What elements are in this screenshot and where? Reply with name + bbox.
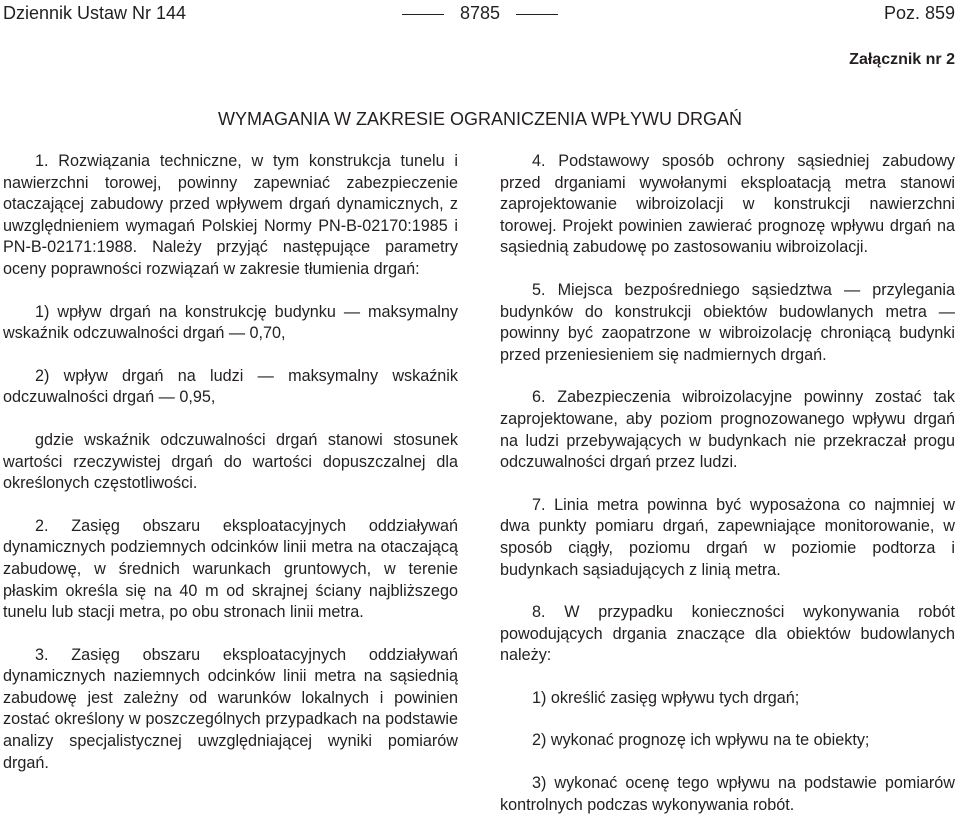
paragraph-6: 6. Zabezpieczenia wibroizolacyjne powinny zostać tak zaprojektowane, aby poziom prognozowanego wpływu drgań na ludzi przebywających w budynkach nie przekraczał progu odczuwalności drgań przez ludzi. — [500, 388, 955, 472]
paragraph-7: 7. Linia metra powinna być wyposażona co najmniej w dwa punkty pomiaru drgań, zapewniające monitorowanie, w sposób ciągły, poziomu drgań w poziomie podtorza i budynkach sąsiadujących z linią metra. — [500, 495, 955, 579]
dash-right — [516, 14, 558, 15]
paragraph-4: 4. Podstawowy sposób ochrony sąsiedniej zabudowy przed drganiami wywołanymi eksploatacją metra stanowi zaprojektowanie wibroizolacji w konstrukcji nawierzchni torowej. Projekt powinien zawierać prognozę wpływu drgań na sąsiednią zabudowę po zastosowaniu wibroizolacji. — [500, 152, 955, 257]
journal-name: Dziennik Ustaw Nr 144 — [3, 3, 187, 23]
page-title: WYMAGANIA W ZAKRESIE OGRANICZENIA WPŁYWU DRGAŃ — [217, 109, 743, 129]
dash-left — [402, 14, 444, 15]
paragraph-1: 1. Rozwiązania techniczne, w tym konstrukcja tunelu i nawierzchni torowej, powinny zapewniać zabezpieczenie otaczającej zabudowy przed wpływem drgań dynamicznych, z uwzględnieniem wymagań Polskiej Normy PN-B-02170:1985 i PN-B-02171:1988. Należy przyjąć następujące parametry oceny poprawności rozwiązań w zakresie tłumienia drgań: — [3, 152, 458, 278]
annex-label: Załącznik nr 2 — [849, 51, 955, 68]
page-number-text: 8785 — [459, 3, 501, 23]
position-number: Poz. 859 — [883, 3, 955, 23]
paragraph-2: 2. Zasięg obszaru eksploatacyjnych oddziaływań dynamicznych podziemnych odcinków linii metra na otaczającą zabudowę, w średnich warunkach gruntowych, w terenie płaskim określa się na 40 m od skrajnej ściany najbliższego tunelu lub stacji metra, po obu stronach linii metra. — [3, 516, 458, 622]
list-item-8-1: 1) określić zasięg wpływu tych drgań; — [532, 688, 800, 707]
paragraph-1-end: gdzie wskaźnik odczuwalności drgań stanowi stosunek wartości rzeczywistej drgań do wartości dopuszczalnej dla określonych częstotliwości. — [3, 430, 458, 493]
list-item-1: 1) wpływ drgań na konstrukcję budynku — maksymalny wskaźnik odczuwalności drgań — 0,70, — [3, 302, 458, 343]
page-number — [0, 2, 960, 24]
left-column — [3, 151, 458, 795]
list-item-2: 2) wpływ drgań na ludzi — maksymalny wskaźnik odczuwalności drgań — 0,95, — [3, 366, 458, 407]
right-column — [500, 151, 955, 837]
list-item-8-2: 2) wykonać prognozę ich wpływu na te obiekty; — [532, 731, 870, 750]
paragraph-5: 5. Miejsca bezpośredniego sąsiedztwa — przylegania budynków do konstrukcji obiektów budowlanych metra — powinny być zaopatrzone w wibroizolację chroniącą budynki przed przeniesieniem się nadmiernych drgań. — [500, 280, 955, 364]
paragraph-3: 3. Zasięg obszaru eksploatacyjnych oddziaływań dynamicznych naziemnych odcinków linii metra na sąsiednią zabudowę jest zależny od warunków lokalnych i powinien zostać określony w poszczególnych przypadkach na podstawie analizy specjalistycznej uwzględniającej wyniki pomiarów drgań. — [3, 645, 458, 772]
paragraph-8: 8. W przypadku konieczności wykonywania robót powodujących drgania znaczące dla obiektów budowlanych należy: — [500, 603, 955, 665]
list-item-8-3: 3) wykonać ocenę tego wpływu na podstawie pomiarów kontrolnych podczas wykonywania robót. — [500, 774, 955, 814]
